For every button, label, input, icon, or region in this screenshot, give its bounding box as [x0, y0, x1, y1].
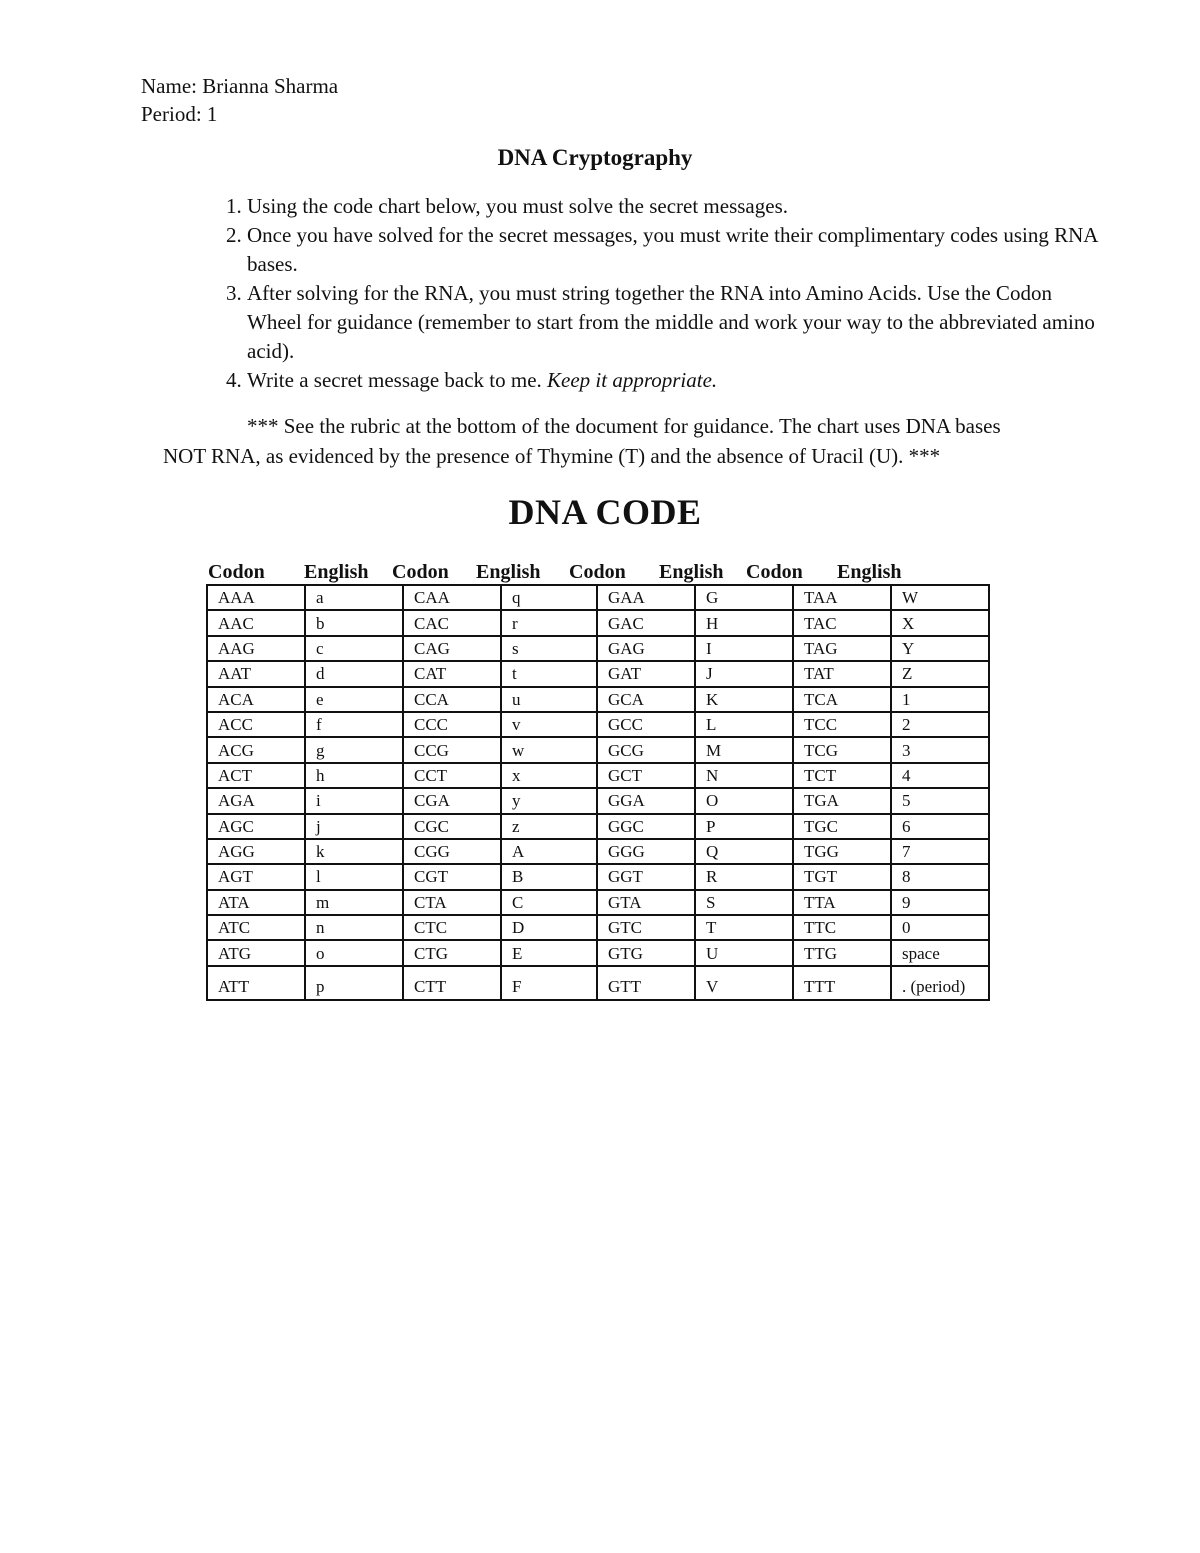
- english-cell: R: [695, 864, 793, 889]
- column-header: Codon: [569, 561, 626, 583]
- codon-cell: CTT: [403, 966, 501, 1000]
- english-cell: C: [501, 890, 597, 915]
- english-cell: t: [501, 661, 597, 686]
- english-cell: Q: [695, 839, 793, 864]
- codon-cell: AGC: [207, 814, 305, 839]
- english-cell: Y: [891, 636, 989, 661]
- english-cell: k: [305, 839, 403, 864]
- note-line-1: *** See the rubric at the bottom of the document for guidance. The chart uses DNA bases: [247, 414, 1001, 438]
- english-cell: b: [305, 610, 403, 635]
- english-cell: G: [695, 585, 793, 610]
- codon-cell: CAT: [403, 661, 501, 686]
- codon-cell: ACA: [207, 687, 305, 712]
- codon-cell: GTG: [597, 940, 695, 965]
- codon-cell: AAA: [207, 585, 305, 610]
- english-cell: Z: [891, 661, 989, 686]
- instruction-list: [205, 192, 1107, 395]
- codon-cell: GTT: [597, 966, 695, 1000]
- english-cell: i: [305, 788, 403, 813]
- codon-cell: ATT: [207, 966, 305, 1000]
- codon-cell: CTA: [403, 890, 501, 915]
- english-cell: X: [891, 610, 989, 635]
- codon-cell: TGT: [793, 864, 891, 889]
- english-cell: 5: [891, 788, 989, 813]
- english-cell: z: [501, 814, 597, 839]
- english-cell: 6: [891, 814, 989, 839]
- codon-cell: TAT: [793, 661, 891, 686]
- rubric-note: [163, 411, 1073, 471]
- english-cell: H: [695, 610, 793, 635]
- instruction-text: Write a secret message back to me.: [247, 368, 542, 392]
- codon-cell: CAA: [403, 585, 501, 610]
- codon-cell: TCC: [793, 712, 891, 737]
- english-cell: P: [695, 814, 793, 839]
- table-row: [207, 940, 989, 965]
- instruction-item: [247, 366, 1107, 395]
- codon-cell: GAA: [597, 585, 695, 610]
- table-row: [207, 763, 989, 788]
- english-cell: 1: [891, 687, 989, 712]
- table-row: [207, 915, 989, 940]
- english-cell: o: [305, 940, 403, 965]
- column-header: English: [837, 561, 902, 583]
- english-cell: . (period): [891, 966, 989, 1000]
- codon-cell: ACT: [207, 763, 305, 788]
- english-cell: y: [501, 788, 597, 813]
- codon-cell: CCA: [403, 687, 501, 712]
- codon-cell: TGC: [793, 814, 891, 839]
- english-cell: r: [501, 610, 597, 635]
- instruction-item: [247, 279, 1107, 366]
- codon-cell: TAG: [793, 636, 891, 661]
- codon-cell: GCC: [597, 712, 695, 737]
- codon-cell: AAC: [207, 610, 305, 635]
- codon-cell: TTG: [793, 940, 891, 965]
- english-cell: 4: [891, 763, 989, 788]
- codon-cell: GAG: [597, 636, 695, 661]
- codon-cell: AGG: [207, 839, 305, 864]
- codon-cell: ATA: [207, 890, 305, 915]
- codon-cell: ACG: [207, 737, 305, 762]
- table-row: [207, 737, 989, 762]
- document-title: DNA Cryptography: [497, 145, 693, 170]
- codon-cell: CTC: [403, 915, 501, 940]
- english-cell: D: [501, 915, 597, 940]
- instruction-text: After solving for the RNA, you must string together the RNA into Amino Acids. Use the Codon Wheel for guidance (remember to start from the middle and work your way to the abbreviated amino acid).: [247, 281, 1095, 363]
- english-cell: f: [305, 712, 403, 737]
- codon-cell: GTC: [597, 915, 695, 940]
- codon-cell: CAC: [403, 610, 501, 635]
- codon-cell: CGA: [403, 788, 501, 813]
- codon-cell: AGA: [207, 788, 305, 813]
- codon-cell: TTT: [793, 966, 891, 1000]
- codon-cell: CAG: [403, 636, 501, 661]
- instruction-emphasis: Keep it appropriate.: [547, 368, 718, 392]
- english-cell: j: [305, 814, 403, 839]
- english-cell: T: [695, 915, 793, 940]
- table-row: [207, 610, 989, 635]
- english-cell: g: [305, 737, 403, 762]
- english-cell: V: [695, 966, 793, 1000]
- instruction-item: [247, 192, 1107, 221]
- codon-cell: TAA: [793, 585, 891, 610]
- english-cell: l: [305, 864, 403, 889]
- english-cell: 0: [891, 915, 989, 940]
- english-cell: L: [695, 712, 793, 737]
- codon-cell: ACC: [207, 712, 305, 737]
- english-cell: w: [501, 737, 597, 762]
- codon-cell: ATG: [207, 940, 305, 965]
- codon-cell: TCA: [793, 687, 891, 712]
- instruction-text: Using the code chart below, you must solve the secret messages.: [247, 194, 788, 218]
- english-cell: U: [695, 940, 793, 965]
- english-cell: A: [501, 839, 597, 864]
- english-cell: J: [695, 661, 793, 686]
- english-cell: p: [305, 966, 403, 1000]
- english-cell: W: [891, 585, 989, 610]
- english-cell: B: [501, 864, 597, 889]
- codon-cell: CGC: [403, 814, 501, 839]
- table-row: [207, 687, 989, 712]
- column-header: English: [304, 561, 369, 583]
- codon-cell: CCG: [403, 737, 501, 762]
- codon-cell: ATC: [207, 915, 305, 940]
- codon-cell: GGT: [597, 864, 695, 889]
- class-period: Period: 1: [141, 102, 218, 126]
- codon-cell: GGG: [597, 839, 695, 864]
- english-cell: u: [501, 687, 597, 712]
- codon-cell: GCA: [597, 687, 695, 712]
- codon-cell: TCT: [793, 763, 891, 788]
- codon-cell: GCT: [597, 763, 695, 788]
- codon-cell: GAT: [597, 661, 695, 686]
- codon-cell: TGG: [793, 839, 891, 864]
- table-row: [207, 890, 989, 915]
- codon-cell: AAT: [207, 661, 305, 686]
- english-cell: s: [501, 636, 597, 661]
- note-line-2: NOT RNA, as evidenced by the presence of Thymine (T) and the absence of Uracil (U). ***: [163, 444, 941, 468]
- codon-cell: CGT: [403, 864, 501, 889]
- column-header: Codon: [208, 561, 265, 583]
- table-row: [207, 788, 989, 813]
- student-name: Name: Brianna Sharma: [141, 74, 339, 98]
- codon-cell: CGG: [403, 839, 501, 864]
- english-cell: E: [501, 940, 597, 965]
- english-cell: 2: [891, 712, 989, 737]
- codon-cell: TGA: [793, 788, 891, 813]
- codon-cell: AAG: [207, 636, 305, 661]
- english-cell: e: [305, 687, 403, 712]
- english-cell: a: [305, 585, 403, 610]
- codon-cell: GCG: [597, 737, 695, 762]
- codon-cell: AGT: [207, 864, 305, 889]
- english-cell: v: [501, 712, 597, 737]
- english-cell: x: [501, 763, 597, 788]
- codon-cell: TCG: [793, 737, 891, 762]
- code-chart-title: DNA CODE: [508, 492, 702, 532]
- english-cell: S: [695, 890, 793, 915]
- english-cell: space: [891, 940, 989, 965]
- table-row: [207, 814, 989, 839]
- english-cell: N: [695, 763, 793, 788]
- codon-cell: GAC: [597, 610, 695, 635]
- table-row: [207, 585, 989, 610]
- codon-cell: TTC: [793, 915, 891, 940]
- codon-cell: CCC: [403, 712, 501, 737]
- codon-cell: TTA: [793, 890, 891, 915]
- english-cell: 8: [891, 864, 989, 889]
- english-cell: K: [695, 687, 793, 712]
- column-header: Codon: [392, 561, 449, 583]
- english-cell: M: [695, 737, 793, 762]
- english-cell: 3: [891, 737, 989, 762]
- column-header: English: [659, 561, 724, 583]
- table-row: [207, 661, 989, 686]
- codon-cell: CTG: [403, 940, 501, 965]
- codon-cell: GTA: [597, 890, 695, 915]
- instruction-item: [247, 221, 1107, 279]
- table-row: [207, 864, 989, 889]
- codon-cell: GGA: [597, 788, 695, 813]
- table-row: [207, 636, 989, 661]
- instruction-text: Once you have solved for the secret messages, you must write their complimentary codes using RNA bases.: [247, 223, 1098, 276]
- english-cell: m: [305, 890, 403, 915]
- table-row: [207, 839, 989, 864]
- table-row: [207, 966, 989, 1000]
- english-cell: d: [305, 661, 403, 686]
- english-cell: O: [695, 788, 793, 813]
- english-cell: 7: [891, 839, 989, 864]
- codon-cell: CCT: [403, 763, 501, 788]
- column-header: Codon: [746, 561, 803, 583]
- codon-cell: TAC: [793, 610, 891, 635]
- codon-cell: GGC: [597, 814, 695, 839]
- table-row: [207, 712, 989, 737]
- code-chart-headers: [0, 559, 1200, 585]
- dna-code-table: [206, 584, 990, 1001]
- column-header: English: [476, 561, 541, 583]
- english-cell: h: [305, 763, 403, 788]
- english-cell: 9: [891, 890, 989, 915]
- english-cell: F: [501, 966, 597, 1000]
- english-cell: I: [695, 636, 793, 661]
- english-cell: n: [305, 915, 403, 940]
- english-cell: q: [501, 585, 597, 610]
- english-cell: c: [305, 636, 403, 661]
